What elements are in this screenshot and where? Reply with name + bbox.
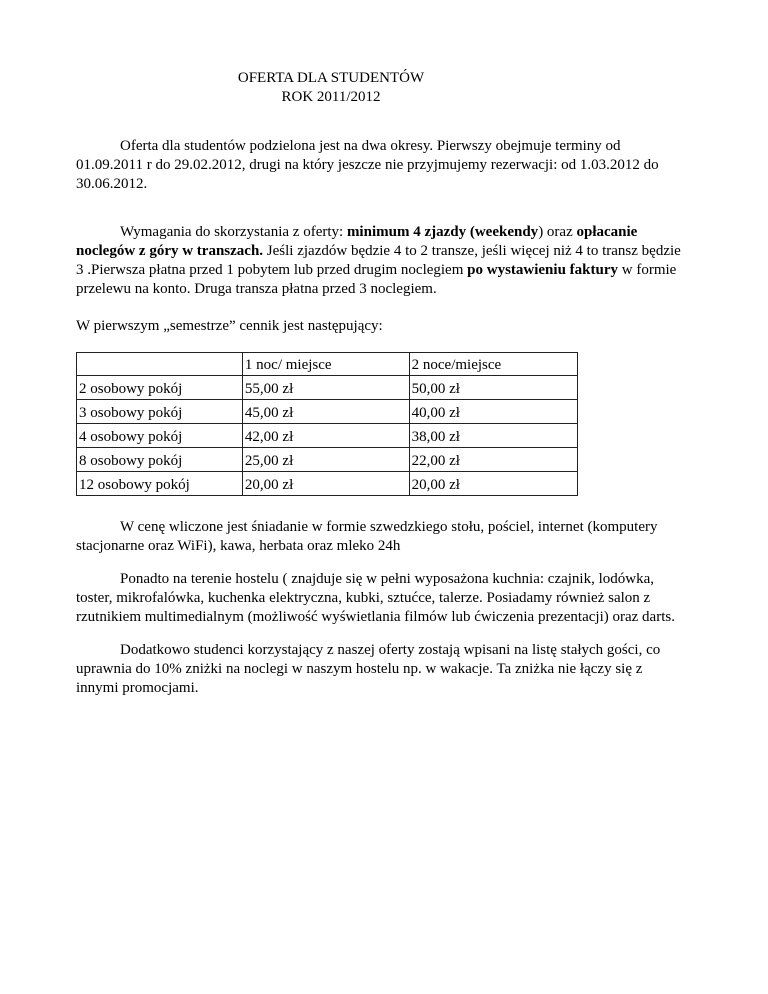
price-two-nights-cell: 20,00 zł [409, 472, 577, 496]
requirements-bold-min-visits: minimum 4 zjazdy (weekendy [346, 224, 539, 240]
table-header-row [77, 353, 578, 376]
room-type-cell: 12 osobowy pokój [77, 472, 243, 496]
table-row [77, 448, 578, 472]
requirements-paragraph [76, 223, 686, 299]
included-services-paragraph: W cenę wliczone jest śniadanie w formie szwedzkiego stołu, pościel, internet (komputery stacjonarne oraz WiFi), kawa, herbata oraz mleko 24h [76, 519, 658, 554]
table-row [77, 424, 578, 448]
price-two-nights-cell: 38,00 zł [409, 424, 577, 448]
document-heading [76, 69, 586, 107]
requirements-bold-payment: opłacanie noclegów z góry w transzach. [76, 224, 638, 259]
table-header-cell: 1 noc/ miejsce [242, 353, 409, 376]
loyalty-discount-paragraph: Dodatkowo studenci korzystający z naszej oferty zostają wpisani na listę stałych gości, co uprawnia do 10% zniżki na noclegi w naszym hostelu np. w wakacje. Ta zniżka nie łączy się z innymi promocjami. [76, 642, 661, 696]
heading-year: ROK 2011/2012 [281, 89, 381, 105]
room-type-cell: 4 osobowy pokój [77, 424, 243, 448]
price-one-night-cell: 20,00 zł [242, 472, 409, 496]
requirements-text-4: w formie przelewu na konto. Druga transza płatna przed 3 noclegiem. [76, 262, 677, 297]
table-row [77, 400, 578, 424]
price-one-night-cell: 25,00 zł [242, 448, 409, 472]
pricing-intro: W pierwszym „semestrze” cennik jest następujący: [76, 318, 383, 334]
price-one-night-cell: 55,00 zł [242, 376, 409, 400]
price-two-nights-cell: 22,00 zł [409, 448, 577, 472]
price-two-nights-cell: 40,00 zł [409, 400, 577, 424]
room-type-cell: 2 osobowy pokój [77, 376, 243, 400]
room-type-cell: 8 osobowy pokój [77, 448, 243, 472]
amenities-paragraph: Ponadto na terenie hostelu ( znajduje się w pełni wyposażona kuchnia: czajnik, lodówka, toster, mikrofalówka, kuchenka elektryczna, kubki, sztućce, talerze. Posiadamy również salon z rzutnikiem multimedialnym (możliwość wyświetlania filmów lub ćwiczenia prezentacji) oraz darts. [76, 571, 675, 625]
price-one-night-cell: 45,00 zł [242, 400, 409, 424]
requirements-text-2: ) oraz [538, 224, 577, 240]
price-one-night-cell: 42,00 zł [242, 424, 409, 448]
offer-periods-paragraph: Oferta dla studentów podzielona jest na dwa okresy. Pierwszy obejmuje terminy od 01.09.2011 r do 29.02.2012, drugi na który jeszcze nie przyjmujemy rezerwacji: od 1.03.2012 do 30.06.2012. [76, 138, 659, 192]
requirements-text-3: Jeśli zjazdów będzie 4 to 2 transze, jeśli więcej niż 4 to transz będzie 3 .Pierwsza płatna przed 1 pobytem lub przed drugim noclegiem [76, 243, 681, 278]
requirements-text-1: Wymagania do skorzystania z oferty: [120, 224, 347, 240]
room-type-cell: 3 osobowy pokój [77, 400, 243, 424]
table-row [77, 472, 578, 496]
heading-title: OFERTA DLA STUDENTÓW [237, 70, 425, 86]
table-header-cell [77, 353, 243, 376]
pricing-table [76, 352, 578, 496]
price-two-nights-cell: 50,00 zł [409, 376, 577, 400]
table-row [77, 376, 578, 400]
table-header-cell: 2 noce/miejsce [409, 353, 577, 376]
requirements-bold-invoice: po wystawieniu faktury [467, 262, 618, 278]
